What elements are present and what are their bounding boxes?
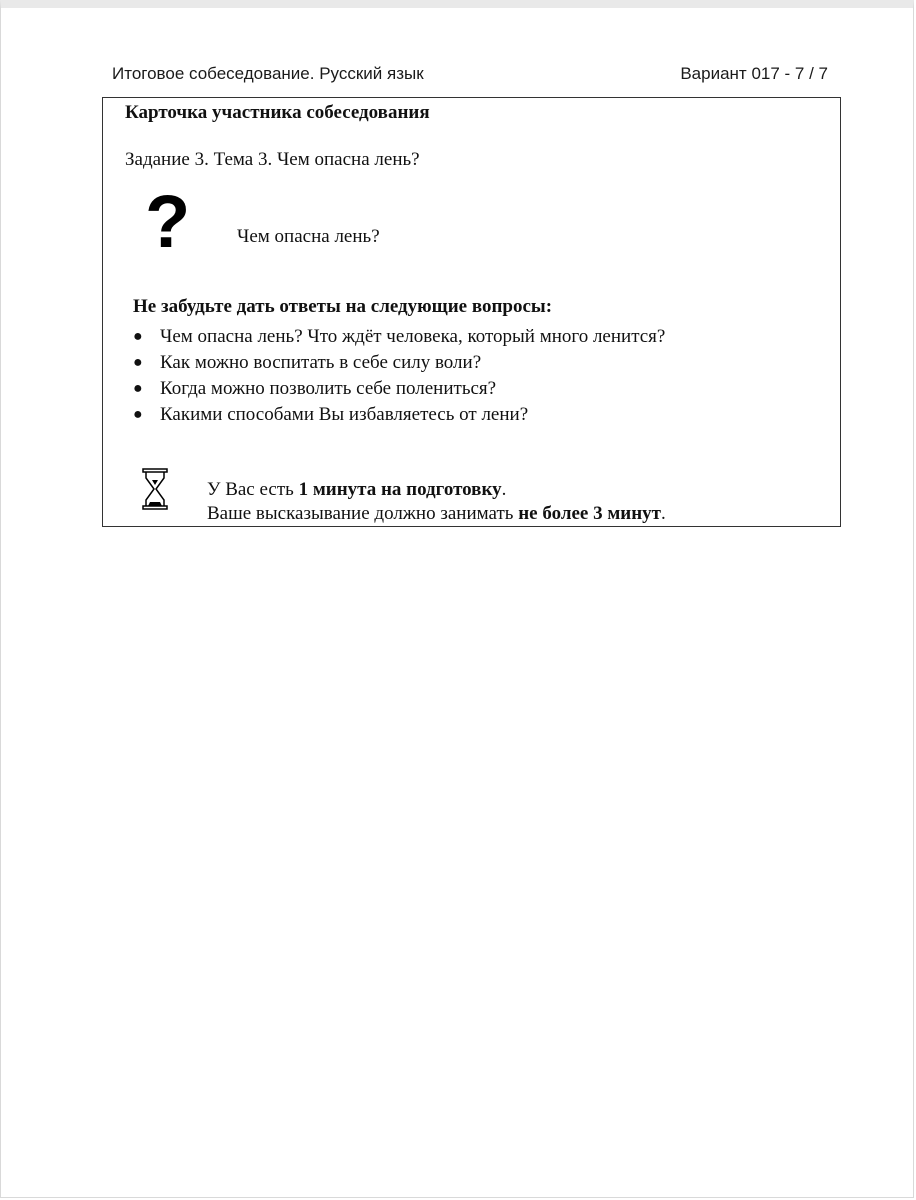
header-variant: Вариант 017 - 7 / 7 (680, 64, 828, 83)
bullet-icon: ● (133, 328, 143, 345)
timing-line-1: У Вас есть 1 минута на подготовку. (207, 479, 507, 500)
question-text: Чем опасна лень? (237, 226, 380, 247)
question-mark-icon: ? (145, 180, 191, 263)
hourglass-icon (141, 468, 169, 510)
list-item: ● Чем опасна лень? Что ждёт человека, который много ленится? (133, 324, 665, 350)
card-title: Карточка участника собеседования (125, 102, 430, 123)
bullet-icon: ● (133, 380, 143, 397)
questions-list (133, 324, 665, 428)
timing-text (207, 478, 666, 526)
header-title: Итоговое собеседование. Русский язык (112, 64, 424, 83)
task-line: Задание 3. Тема 3. Чем опасна лень? (125, 149, 420, 170)
bullet-icon: ● (133, 354, 143, 371)
page-header (112, 64, 828, 88)
list-item: ● Когда можно позволить себе полениться? (133, 376, 665, 402)
list-item: ● Какими способами Вы избавляетесь от лени? (133, 402, 665, 428)
reminder-title: Не забудьте дать ответы на следующие вопросы: (133, 296, 553, 317)
timing-line-2: Ваше высказывание должно занимать не более 3 минут. (207, 503, 666, 524)
bullet-icon: ● (133, 406, 143, 423)
list-item: ● Как можно воспитать в себе силу воли? (133, 350, 665, 376)
participant-card (102, 97, 841, 527)
